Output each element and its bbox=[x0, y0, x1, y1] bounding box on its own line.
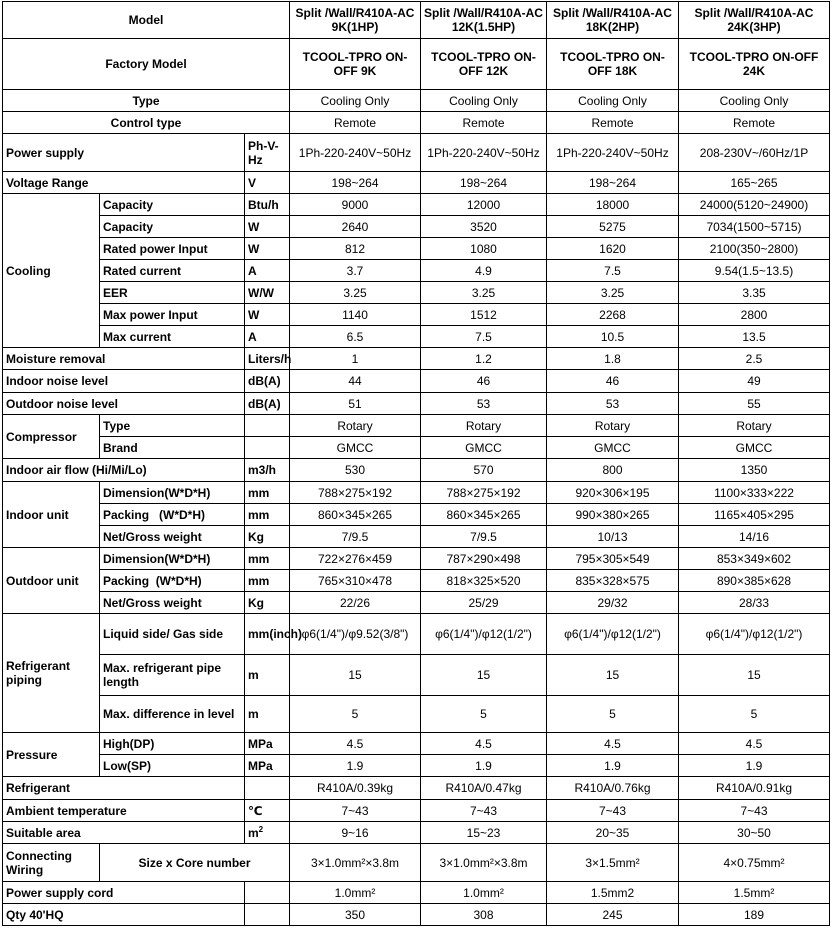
cooling-value: 7034(1500~5715) bbox=[679, 216, 830, 238]
cooling-value: 3.25 bbox=[421, 282, 547, 304]
air-flow-label: Indoor air flow (Hi/Mi/Lo) bbox=[3, 459, 245, 482]
row-outdoor-packing bbox=[3, 570, 830, 592]
compressor-row-label: Brand bbox=[100, 437, 245, 459]
cooling-value: 3.7 bbox=[290, 260, 421, 282]
indoor-unit-value: 990×380×265 bbox=[547, 504, 679, 526]
indoor-unit-value: 7/9.5 bbox=[421, 526, 547, 548]
indoor-unit-value: 788×275×192 bbox=[421, 482, 547, 504]
refrigerant-value: R410A/0.39kg bbox=[290, 777, 421, 800]
row-factory-model bbox=[3, 39, 830, 90]
outdoor-unit-value: 29/32 bbox=[547, 592, 679, 614]
indoor-noise-unit: dB(A) bbox=[245, 370, 290, 393]
indoor-unit-row-label: Net/Gross weight bbox=[100, 526, 245, 548]
row-type bbox=[3, 90, 830, 112]
outdoor-noise-label: Outdoor noise level bbox=[3, 393, 245, 415]
cooling-value: 2800 bbox=[679, 304, 830, 326]
ambient-value: 7~43 bbox=[547, 800, 679, 822]
cooling-value: 1620 bbox=[547, 238, 679, 260]
outdoor-unit-value: 890×385×628 bbox=[679, 570, 830, 592]
voltage-range-2: 198~264 bbox=[421, 172, 547, 194]
row-refrigerant bbox=[3, 777, 830, 800]
suitable-area-label: Suitable area bbox=[3, 822, 245, 844]
indoor-noise-value: 44 bbox=[290, 370, 421, 393]
power-cord-value: 1.0mm² bbox=[290, 882, 421, 904]
piping-value: 5 bbox=[547, 696, 679, 733]
type-4: Cooling Only bbox=[679, 90, 830, 112]
moisture-value: 1.8 bbox=[547, 348, 679, 370]
indoor-noise-value: 46 bbox=[421, 370, 547, 393]
row-indoor-weight bbox=[3, 526, 830, 548]
suitable-area-unit bbox=[245, 822, 290, 844]
moisture-value: 1.2 bbox=[421, 348, 547, 370]
piping-group-label: Refrigerant piping bbox=[3, 614, 100, 733]
row-cooling-max-power bbox=[3, 304, 830, 326]
ambient-value: 7~43 bbox=[421, 800, 547, 822]
cooling-value: 10.5 bbox=[547, 326, 679, 348]
cooling-value: 812 bbox=[290, 238, 421, 260]
indoor-unit-value: 920×306×195 bbox=[547, 482, 679, 504]
row-moisture-removal bbox=[3, 348, 830, 370]
compressor-group-label: Compressor bbox=[3, 415, 100, 459]
cooling-value: 2268 bbox=[547, 304, 679, 326]
piping-row-unit: m bbox=[245, 655, 290, 696]
refrigerant-value: R410A/0.91kg bbox=[679, 777, 830, 800]
cooling-group-label: Cooling bbox=[3, 194, 100, 348]
piping-value: 5 bbox=[679, 696, 830, 733]
outdoor-unit-row-label: Dimension(W*D*H) bbox=[100, 548, 245, 570]
compressor-value: GMCC bbox=[290, 437, 421, 459]
model-label: Model bbox=[3, 2, 290, 39]
refrigerant-unit bbox=[245, 777, 290, 800]
piping-row-label: Max. refrigerant pipe length bbox=[100, 655, 245, 696]
pressure-value: 4.5 bbox=[290, 733, 421, 755]
outdoor-noise-value: 55 bbox=[679, 393, 830, 415]
indoor-unit-value: 860×345×265 bbox=[290, 504, 421, 526]
row-connecting-wiring bbox=[3, 844, 830, 882]
moisture-value: 1 bbox=[290, 348, 421, 370]
power-cord-unit bbox=[245, 882, 290, 904]
factory-model-1: TCOOL-TPRO ON-OFF 9K bbox=[290, 39, 421, 90]
air-flow-value: 570 bbox=[421, 459, 547, 482]
row-voltage-range bbox=[3, 172, 830, 194]
compressor-value: Rotary bbox=[290, 415, 421, 437]
voltage-range-4: 165~265 bbox=[679, 172, 830, 194]
indoor-unit-value: 860×345×265 bbox=[421, 504, 547, 526]
cooling-value: 13.5 bbox=[679, 326, 830, 348]
cooling-value: 7.5 bbox=[421, 326, 547, 348]
outdoor-unit-row-label: Packing (W*D*H) bbox=[100, 570, 245, 592]
indoor-unit-value: 10/13 bbox=[547, 526, 679, 548]
factory-model-2: TCOOL-TPRO ON-OFF 12K bbox=[421, 39, 547, 90]
qty-label: Qty 40'HQ bbox=[3, 904, 245, 926]
pressure-row-unit: MPa bbox=[245, 755, 290, 777]
row-pipe-length bbox=[3, 655, 830, 696]
cooling-value: 1080 bbox=[421, 238, 547, 260]
cooling-row-unit: W/W bbox=[245, 282, 290, 304]
cooling-value: 12000 bbox=[421, 194, 547, 216]
pressure-row-unit: MPa bbox=[245, 733, 290, 755]
pressure-value: 4.5 bbox=[421, 733, 547, 755]
outdoor-unit-value: 795×305×549 bbox=[547, 548, 679, 570]
cooling-row-label: Max current bbox=[100, 326, 245, 348]
outdoor-unit-value: 835×328×575 bbox=[547, 570, 679, 592]
wiring-value: 4×0.75mm² bbox=[679, 844, 830, 882]
piping-value: φ6(1/4")/φ12(1/2") bbox=[421, 614, 547, 655]
row-ambient-temperature bbox=[3, 800, 830, 822]
power-supply-1: 1Ph-220-240V~50Hz bbox=[290, 134, 421, 172]
outdoor-noise-value: 53 bbox=[547, 393, 679, 415]
cooling-value: 5275 bbox=[547, 216, 679, 238]
qty-value: 245 bbox=[547, 904, 679, 926]
suitable-area-unit-base: m bbox=[248, 825, 259, 840]
ambient-unit: ℃ bbox=[245, 800, 290, 822]
piping-row-unit: mm(inch) bbox=[245, 614, 290, 655]
row-pipe-level bbox=[3, 696, 830, 733]
pressure-value: 1.9 bbox=[421, 755, 547, 777]
compressor-value: GMCC bbox=[679, 437, 830, 459]
piping-value: φ6(1/4")/φ12(1/2") bbox=[679, 614, 830, 655]
outdoor-unit-row-unit: Kg bbox=[245, 592, 290, 614]
row-outdoor-noise bbox=[3, 393, 830, 415]
outdoor-unit-value: 818×325×520 bbox=[421, 570, 547, 592]
outdoor-unit-value: 28/33 bbox=[679, 592, 830, 614]
outdoor-unit-value: 765×310×478 bbox=[290, 570, 421, 592]
row-cooling-capacity-w bbox=[3, 216, 830, 238]
outdoor-unit-row-label: Net/Gross weight bbox=[100, 592, 245, 614]
outdoor-noise-value: 51 bbox=[290, 393, 421, 415]
type-1: Cooling Only bbox=[290, 90, 421, 112]
control-1: Remote bbox=[290, 112, 421, 134]
row-compressor-brand bbox=[3, 437, 830, 459]
ambient-value: 7~43 bbox=[290, 800, 421, 822]
indoor-unit-row-label: Packing (W*D*H) bbox=[100, 504, 245, 526]
row-cooling-max-current bbox=[3, 326, 830, 348]
compressor-value: GMCC bbox=[421, 437, 547, 459]
control-type-label: Control type bbox=[3, 112, 290, 134]
cooling-value: 18000 bbox=[547, 194, 679, 216]
compressor-row-unit bbox=[245, 415, 290, 437]
cooling-value: 3520 bbox=[421, 216, 547, 238]
outdoor-unit-value: 787×290×498 bbox=[421, 548, 547, 570]
voltage-range-1: 198~264 bbox=[290, 172, 421, 194]
indoor-unit-value: 1165×405×295 bbox=[679, 504, 830, 526]
row-control-type bbox=[3, 112, 830, 134]
pressure-row-label: High(DP) bbox=[100, 733, 245, 755]
power-cord-label: Power supply cord bbox=[3, 882, 245, 904]
indoor-unit-row-label: Dimension(W*D*H) bbox=[100, 482, 245, 504]
cooling-value: 9000 bbox=[290, 194, 421, 216]
row-compressor-type bbox=[3, 415, 830, 437]
piping-value: 5 bbox=[421, 696, 547, 733]
piping-value: φ6(1/4")/φ9.52(3/8") bbox=[290, 614, 421, 655]
power-cord-value: 1.5mm² bbox=[679, 882, 830, 904]
outdoor-unit-row-unit: mm bbox=[245, 570, 290, 592]
outdoor-unit-value: 25/29 bbox=[421, 592, 547, 614]
row-indoor-noise bbox=[3, 370, 830, 393]
model-2: Split /Wall/R410A-AC 12K(1.5HP) bbox=[421, 2, 547, 39]
cooling-row-label: Rated power Input bbox=[100, 238, 245, 260]
power-supply-4: 208-230V~/60Hz/1P bbox=[679, 134, 830, 172]
type-3: Cooling Only bbox=[547, 90, 679, 112]
row-suitable-area bbox=[3, 822, 830, 844]
indoor-unit-value: 1100×333×222 bbox=[679, 482, 830, 504]
indoor-unit-group-label: Indoor unit bbox=[3, 482, 100, 548]
cooling-row-label: Rated current bbox=[100, 260, 245, 282]
row-cooling-rated-current bbox=[3, 260, 830, 282]
pressure-row-label: Low(SP) bbox=[100, 755, 245, 777]
cooling-row-unit: W bbox=[245, 238, 290, 260]
indoor-noise-value: 46 bbox=[547, 370, 679, 393]
outdoor-unit-row-unit: mm bbox=[245, 548, 290, 570]
wiring-value: 3×1.0mm²×3.8m bbox=[421, 844, 547, 882]
row-model bbox=[3, 2, 830, 39]
control-4: Remote bbox=[679, 112, 830, 134]
power-cord-value: 1.5mm2 bbox=[547, 882, 679, 904]
compressor-row-unit bbox=[245, 437, 290, 459]
type-label: Type bbox=[3, 90, 290, 112]
ambient-label: Ambient temperature bbox=[3, 800, 245, 822]
cooling-row-unit: W bbox=[245, 216, 290, 238]
piping-row-unit: m bbox=[245, 696, 290, 733]
pressure-value: 1.9 bbox=[547, 755, 679, 777]
cooling-row-label: Capacity bbox=[100, 194, 245, 216]
factory-model-label: Factory Model bbox=[3, 39, 290, 90]
power-supply-label: Power supply bbox=[3, 134, 245, 172]
cooling-row-unit: Btu/h bbox=[245, 194, 290, 216]
qty-unit bbox=[245, 904, 290, 926]
indoor-noise-label: Indoor noise level bbox=[3, 370, 245, 393]
pressure-group-label: Pressure bbox=[3, 733, 100, 777]
model-4: Split /Wall/R410A-AC 24K(3HP) bbox=[679, 2, 830, 39]
row-qty bbox=[3, 904, 830, 926]
cooling-value: 1140 bbox=[290, 304, 421, 326]
wiring-sub-label: Size x Core number bbox=[100, 844, 290, 882]
row-power-supply bbox=[3, 134, 830, 172]
compressor-value: GMCC bbox=[547, 437, 679, 459]
indoor-unit-row-unit: mm bbox=[245, 504, 290, 526]
cooling-value: 24000(5120~24900) bbox=[679, 194, 830, 216]
indoor-unit-value: 788×275×192 bbox=[290, 482, 421, 504]
cooling-value: 1512 bbox=[421, 304, 547, 326]
row-indoor-air-flow bbox=[3, 459, 830, 482]
model-1: Split /Wall/R410A-AC 9K(1HP) bbox=[290, 2, 421, 39]
suitable-area-value: 9~16 bbox=[290, 822, 421, 844]
power-supply-unit: Ph-V-Hz bbox=[245, 134, 290, 172]
suitable-area-value: 15~23 bbox=[421, 822, 547, 844]
cooling-row-label: Capacity bbox=[100, 216, 245, 238]
piping-value: 5 bbox=[290, 696, 421, 733]
suitable-area-unit-sup: 2 bbox=[258, 824, 264, 834]
outdoor-noise-value: 53 bbox=[421, 393, 547, 415]
type-2: Cooling Only bbox=[421, 90, 547, 112]
outdoor-unit-value: 22/26 bbox=[290, 592, 421, 614]
suitable-area-value: 20~35 bbox=[547, 822, 679, 844]
wiring-label: Connecting Wiring bbox=[3, 844, 100, 882]
outdoor-noise-unit: dB(A) bbox=[245, 393, 290, 415]
refrigerant-label: Refrigerant bbox=[3, 777, 245, 800]
power-supply-2: 1Ph-220-240V~50Hz bbox=[421, 134, 547, 172]
air-flow-value: 1350 bbox=[679, 459, 830, 482]
control-3: Remote bbox=[547, 112, 679, 134]
pressure-value: 4.5 bbox=[547, 733, 679, 755]
row-indoor-dimension bbox=[3, 482, 830, 504]
compressor-value: Rotary bbox=[679, 415, 830, 437]
cooling-value: 4.9 bbox=[421, 260, 547, 282]
row-outdoor-weight bbox=[3, 592, 830, 614]
row-indoor-packing bbox=[3, 504, 830, 526]
pressure-value: 4.5 bbox=[679, 733, 830, 755]
cooling-row-label: Max power Input bbox=[100, 304, 245, 326]
compressor-row-label: Type bbox=[100, 415, 245, 437]
compressor-value: Rotary bbox=[547, 415, 679, 437]
cooling-row-unit: A bbox=[245, 260, 290, 282]
pressure-value: 1.9 bbox=[290, 755, 421, 777]
cooling-row-unit: A bbox=[245, 326, 290, 348]
cooling-value: 6.5 bbox=[290, 326, 421, 348]
factory-model-3: TCOOL-TPRO ON-OFF 18K bbox=[547, 39, 679, 90]
row-pressure-high bbox=[3, 733, 830, 755]
moisture-value: 2.5 bbox=[679, 348, 830, 370]
cooling-value: 2100(350~2800) bbox=[679, 238, 830, 260]
air-flow-value: 800 bbox=[547, 459, 679, 482]
refrigerant-value: R410A/0.47kg bbox=[421, 777, 547, 800]
piping-value: 15 bbox=[679, 655, 830, 696]
row-pipe-sides bbox=[3, 614, 830, 655]
cooling-row-label: EER bbox=[100, 282, 245, 304]
piping-value: 15 bbox=[547, 655, 679, 696]
refrigerant-value: R410A/0.76kg bbox=[547, 777, 679, 800]
piping-value: 15 bbox=[290, 655, 421, 696]
air-flow-unit: m3/h bbox=[245, 459, 290, 482]
voltage-range-unit: V bbox=[245, 172, 290, 194]
voltage-range-3: 198~264 bbox=[547, 172, 679, 194]
indoor-unit-row-unit: mm bbox=[245, 482, 290, 504]
outdoor-unit-group-label: Outdoor unit bbox=[3, 548, 100, 614]
cooling-value: 7.5 bbox=[547, 260, 679, 282]
indoor-unit-value: 7/9.5 bbox=[290, 526, 421, 548]
voltage-range-label: Voltage Range bbox=[3, 172, 245, 194]
indoor-unit-row-unit: Kg bbox=[245, 526, 290, 548]
indoor-noise-value: 49 bbox=[679, 370, 830, 393]
air-flow-value: 530 bbox=[290, 459, 421, 482]
power-supply-3: 1Ph-220-240V~50Hz bbox=[547, 134, 679, 172]
piping-value: 15 bbox=[421, 655, 547, 696]
cooling-value: 3.35 bbox=[679, 282, 830, 304]
pressure-value: 1.9 bbox=[679, 755, 830, 777]
model-3: Split /Wall/R410A-AC 18K(2HP) bbox=[547, 2, 679, 39]
factory-model-4: TCOOL-TPRO ON-OFF 24K bbox=[679, 39, 830, 90]
qty-value: 308 bbox=[421, 904, 547, 926]
suitable-area-value: 30~50 bbox=[679, 822, 830, 844]
cooling-value: 3.25 bbox=[547, 282, 679, 304]
compressor-value: Rotary bbox=[421, 415, 547, 437]
piping-value: φ6(1/4")/φ12(1/2") bbox=[547, 614, 679, 655]
piping-row-label: Max. difference in level bbox=[100, 696, 245, 733]
moisture-label: Moisture removal bbox=[3, 348, 245, 370]
qty-value: 350 bbox=[290, 904, 421, 926]
wiring-value: 3×1.5mm² bbox=[547, 844, 679, 882]
outdoor-unit-value: 722×276×459 bbox=[290, 548, 421, 570]
cooling-value: 2640 bbox=[290, 216, 421, 238]
ambient-value: 7~43 bbox=[679, 800, 830, 822]
cooling-row-unit: W bbox=[245, 304, 290, 326]
row-cooling-capacity-btu bbox=[3, 194, 830, 216]
control-2: Remote bbox=[421, 112, 547, 134]
row-cooling-eer bbox=[3, 282, 830, 304]
row-power-cord bbox=[3, 882, 830, 904]
row-pressure-low bbox=[3, 755, 830, 777]
wiring-value: 3×1.0mm²×3.8m bbox=[290, 844, 421, 882]
moisture-unit: Liters/h bbox=[248, 351, 292, 366]
qty-value: 189 bbox=[679, 904, 830, 926]
cooling-value: 9.54(1.5~13.5) bbox=[679, 260, 830, 282]
piping-row-label: Liquid side/ Gas side bbox=[100, 614, 245, 655]
power-cord-value: 1.0mm² bbox=[421, 882, 547, 904]
indoor-unit-value: 14/16 bbox=[679, 526, 830, 548]
outdoor-unit-value: 853×349×602 bbox=[679, 548, 830, 570]
row-cooling-rated-power bbox=[3, 238, 830, 260]
spec-table bbox=[2, 1, 830, 926]
cooling-value: 3.25 bbox=[290, 282, 421, 304]
row-outdoor-dimension bbox=[3, 548, 830, 570]
